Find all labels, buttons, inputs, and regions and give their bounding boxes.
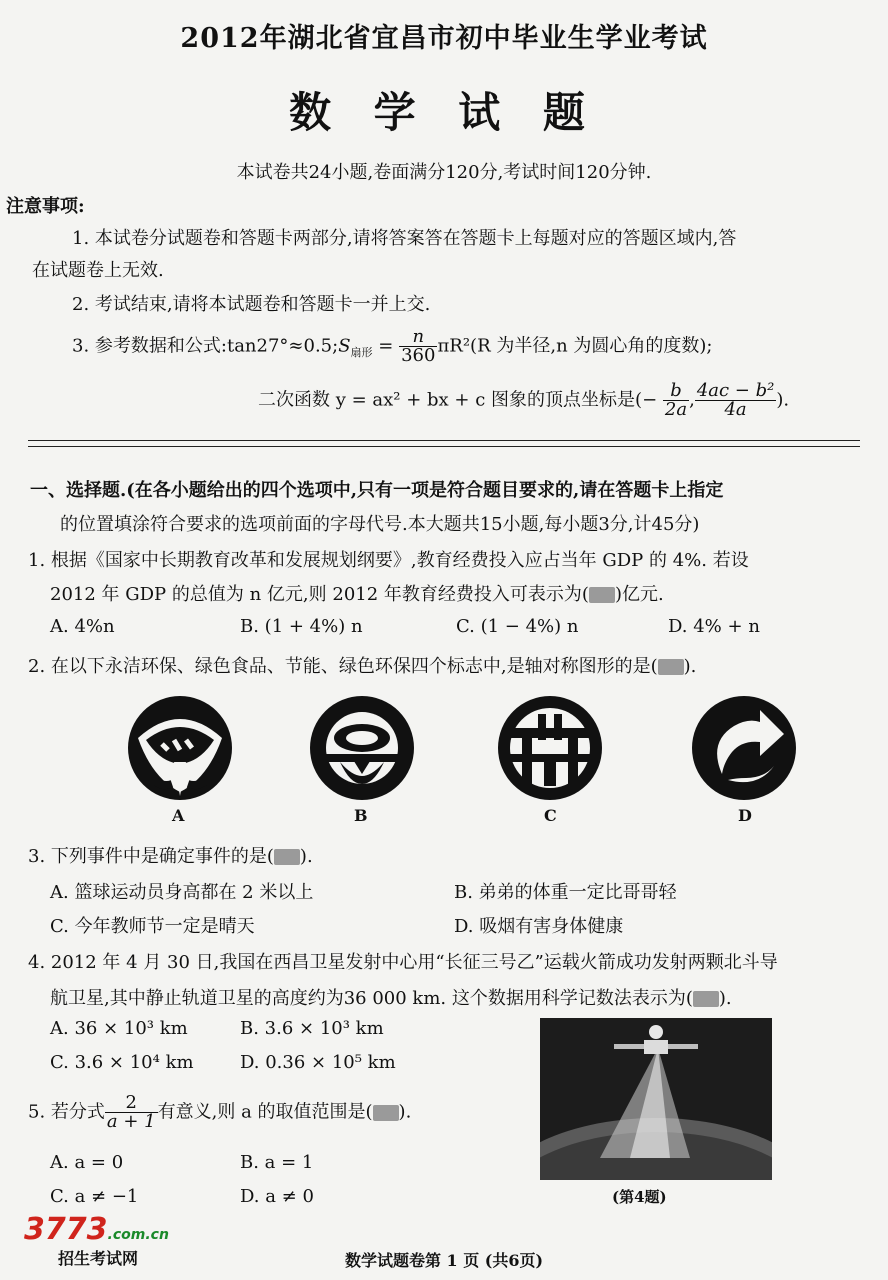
q1-option-c: C. (1 − 4%) n bbox=[456, 616, 579, 637]
q4-option-b: B. 3.6 × 10³ km bbox=[240, 1018, 384, 1039]
q1-line1: 1. 根据《国家中长期教育改革和发展规划纲要》,教育经费投入应占当年 GDP 的 4%. 若设 bbox=[28, 550, 749, 571]
note-2: 2. 考试结束,请将本试题卷和答题卡一并上交. bbox=[72, 294, 431, 315]
vertex-f2-den: 4a bbox=[724, 399, 747, 420]
q3-option-d: D. 吸烟有害身体健康 bbox=[454, 916, 624, 937]
note-3-sub: 扇形 bbox=[350, 346, 373, 360]
vertex-suffix: ). bbox=[776, 389, 790, 411]
logo-b-green-food bbox=[306, 692, 418, 804]
satellite-photo bbox=[540, 1018, 772, 1180]
q1-line2-b: )亿元. bbox=[614, 584, 664, 605]
exam-intro: 本试卷共24小题,卷面满分120分,考试时间120分钟. bbox=[236, 162, 652, 183]
vertex-prefix: 二次函数 y = ax² + bx + c 图象的顶点坐标是(− bbox=[258, 389, 658, 411]
q3-stem-a: 3. 下列事件中是确定事件的是( bbox=[28, 846, 274, 867]
note-3-suffix: πR²(R 为半径,n 为圆心角的度数); bbox=[437, 335, 713, 357]
answer-blank bbox=[693, 991, 719, 1007]
note-3 bbox=[72, 328, 712, 365]
q4-option-a: A. 36 × 10³ km bbox=[50, 1018, 188, 1039]
q1-line2 bbox=[50, 580, 664, 606]
sector-frac-num: n bbox=[399, 328, 437, 347]
site-logo-domain: .com.cn bbox=[107, 1227, 169, 1243]
section1-line1-text: 一、选择题.(在各小题给出的四个选项中,只有一项是符合题目要求的,请在答题卡上指定 bbox=[30, 480, 724, 501]
vertex-f2-num: 4ac − b² bbox=[696, 380, 775, 401]
q4-line1: 4. 2012 年 4 月 30 日,我国在西昌卫星发射中心用“长征三号乙”运载火箭成功发射两颗北斗导 bbox=[28, 952, 778, 973]
sector-frac-den: 360 bbox=[401, 345, 436, 366]
q3-option-c: C. 今年教师节一定是晴天 bbox=[50, 916, 255, 937]
q4-line2 bbox=[50, 984, 732, 1010]
section1-line2: 的位置填涂符合要求的选项前面的字母代号.本大题共15小题,每小题3分,计45分) bbox=[60, 514, 700, 535]
logo-c-label: C bbox=[544, 806, 557, 825]
q3-stem bbox=[28, 842, 313, 868]
q3-stem-b: ). bbox=[299, 846, 313, 867]
note-3-S: S bbox=[338, 335, 351, 357]
page-footer: 数学试题卷第 1 页 (共6页) bbox=[344, 1251, 544, 1270]
site-logo-subtitle: 招生考试网 bbox=[58, 1249, 139, 1268]
vertex-f1-den: 2a bbox=[664, 399, 688, 420]
sector-fraction bbox=[399, 328, 437, 365]
q4-option-d: D. 0.36 × 10⁵ km bbox=[240, 1052, 396, 1073]
note-3-prefix: 3. 参考数据和公式:tan27°≈0.5; bbox=[72, 335, 339, 357]
vertex-frac-2 bbox=[695, 382, 777, 419]
q1-line2-a: 2012 年 GDP 的总值为 n 亿元,则 2012 年教育经费投入可表示为( bbox=[50, 584, 589, 605]
note-1-line1: 1. 本试卷分试题卷和答题卡两部分,请将答案答在答题卡上每题对应的答题区域内,答 bbox=[72, 228, 737, 249]
vertex-comma: , bbox=[689, 389, 695, 411]
q5-fraction bbox=[105, 1094, 158, 1131]
q1-option-d: D. 4% + n bbox=[668, 616, 760, 637]
q5-option-d: D. a ≠ 0 bbox=[240, 1186, 314, 1207]
q5-option-b: B. a = 1 bbox=[240, 1152, 314, 1173]
exam-title: 2012年湖北省宜昌市初中毕业生学业考试 bbox=[180, 23, 708, 54]
exam-subject: 数 学 试 题 bbox=[289, 88, 599, 137]
logo-d-label: D bbox=[738, 806, 752, 825]
logo-d-green-recycle bbox=[688, 692, 800, 804]
answer-blank bbox=[274, 849, 300, 865]
notes-heading: 注意事项: bbox=[6, 196, 85, 217]
answer-blank bbox=[589, 587, 615, 603]
answer-blank bbox=[373, 1105, 399, 1121]
q4-line2-b: ). bbox=[718, 988, 732, 1009]
q4-figure-caption: (第4题) bbox=[612, 1188, 667, 1206]
divider-bottom bbox=[28, 446, 860, 447]
site-logo bbox=[24, 1212, 169, 1247]
note-1-line2: 在试题卷上无效. bbox=[32, 260, 164, 281]
section1-line1 bbox=[30, 476, 723, 502]
q4-line2-a: 航卫星,其中静止轨道卫星的高度约为36 000 km. 这个数据用科学记数法表示为( bbox=[50, 988, 693, 1009]
divider-top bbox=[28, 440, 860, 441]
q3-option-a: A. 篮球运动员身高都在 2 米以上 bbox=[50, 882, 314, 903]
q1-option-a: A. 4%n bbox=[50, 616, 115, 637]
vertex-f1-num: b bbox=[663, 382, 689, 401]
q5-frac-den: a + 1 bbox=[106, 1111, 156, 1132]
logo-b-label: B bbox=[354, 806, 368, 825]
answer-blank bbox=[658, 659, 684, 675]
vertex-frac-1 bbox=[663, 382, 689, 419]
q5-frac-num: 2 bbox=[105, 1094, 158, 1113]
q2-stem-a: 2. 在以下永洁环保、绿色食品、节能、绿色环保四个标志中,是轴对称图形的是( bbox=[28, 656, 658, 677]
site-logo-number: 3773 bbox=[24, 1212, 108, 1247]
q5-option-c: C. a ≠ −1 bbox=[50, 1186, 139, 1207]
q5-option-a: A. a = 0 bbox=[50, 1152, 124, 1173]
q2-stem-b: ). bbox=[683, 656, 697, 677]
q3-option-b: B. 弟弟的体重一定比哥哥轻 bbox=[454, 882, 677, 903]
note-3-eq: = bbox=[372, 335, 394, 357]
satellite-illustration bbox=[540, 1018, 772, 1180]
q5-stem-a: 5. 若分式 bbox=[28, 1101, 105, 1123]
q5-stem bbox=[28, 1094, 411, 1131]
vertex-formula bbox=[258, 382, 789, 419]
logo-c-energy-saving bbox=[494, 692, 606, 804]
logo-a-label: A bbox=[172, 806, 185, 825]
q1-option-b: B. (1 + 4%) n bbox=[240, 616, 363, 637]
q4-option-c: C. 3.6 × 10⁴ km bbox=[50, 1052, 194, 1073]
q5-stem-c: ). bbox=[398, 1101, 412, 1123]
q2-stem bbox=[28, 652, 696, 678]
q5-stem-b: 有意义,则 a 的取值范围是( bbox=[157, 1101, 373, 1123]
logo-a-clean-environment bbox=[124, 692, 236, 804]
